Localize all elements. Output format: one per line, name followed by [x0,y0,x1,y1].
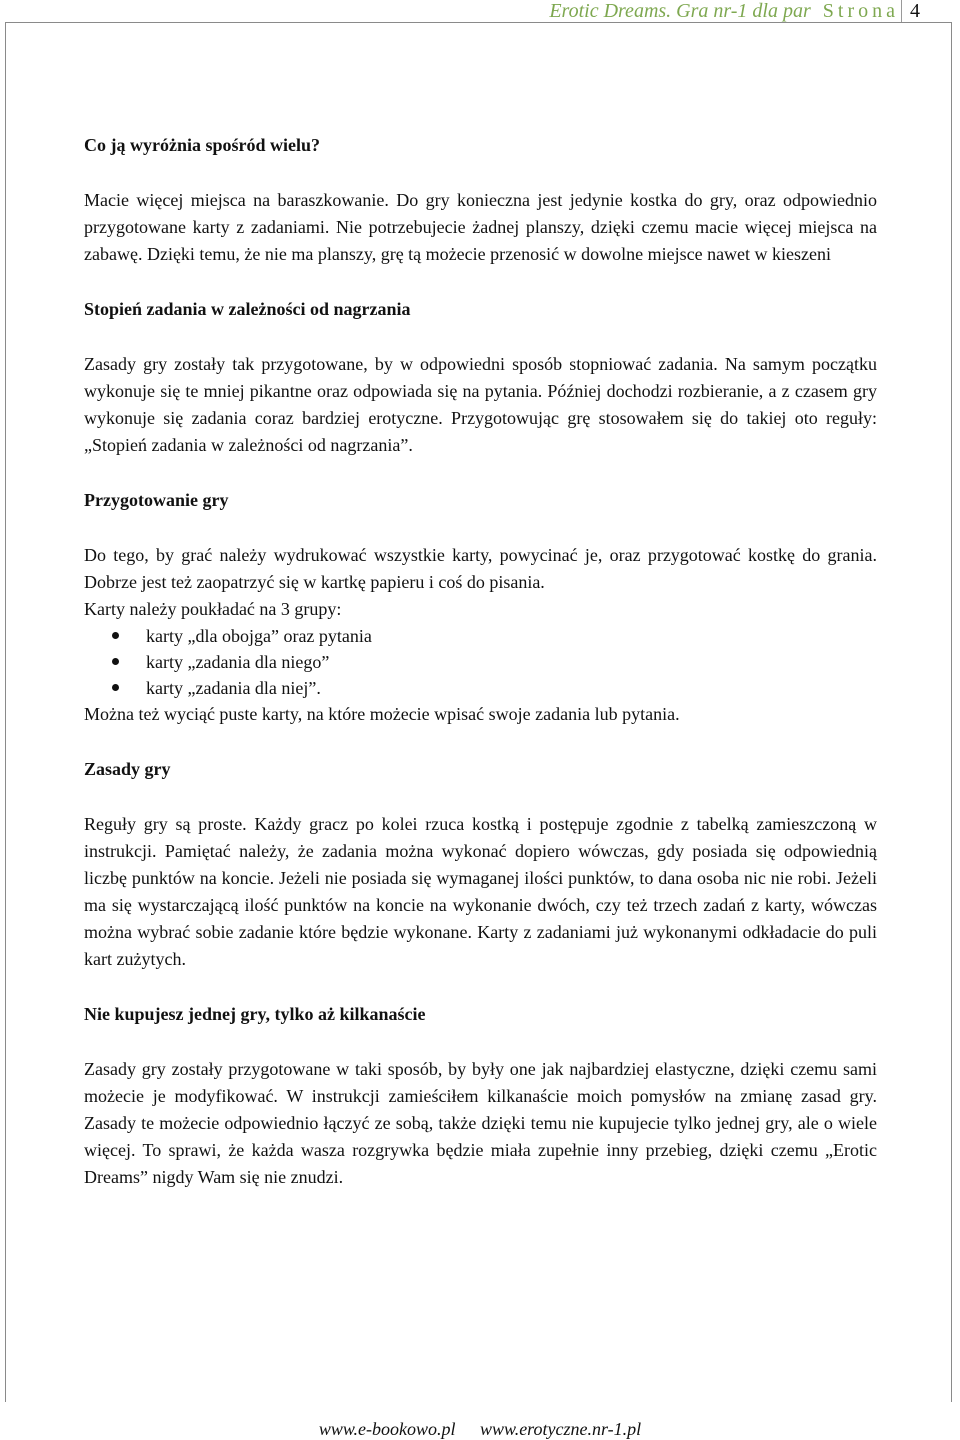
section-heading-stopien: Stopień zadania w zależności od nagrzania [84,299,411,319]
section-text-przygotowanie: Do tego, by grać należy wydrukować wszystkie karty, powycinać je, oraz przygotować kostkę do grania. Dobrze jest też zaopatrzyć się w kartkę papieru i coś do pisania. [84,545,877,592]
groups-intro: Karty należy poukładać na 3 grupy: [84,599,342,619]
groups-after-text: Można też wyciąć puste karty, na które możecie wpisać swoje zadania lub pytania. [84,704,680,724]
section-text-wyroznia: Macie więcej miejsca na baraszkowanie. Do gry konieczna jest jedynie kostka do gry, oraz odpowiednio przygotowane karty z zadaniami. Nie potrzebujecie żadnej planszy, dzięki czemu macie więcej miejsca na zabawę. Dzięki temu, że nie ma planszy, grę tą możecie przenosić w dowolne miejsce nawet w kieszeni [84,190,877,264]
section-heading-zasady: Zasady gry [84,759,171,779]
section-heading-kilkanascie: Nie kupujesz jednej gry, tylko aż kilkanaście [84,1004,426,1024]
section-heading-wyroznia: Co ją wyróżnia spośród wielu? [84,135,321,155]
section-heading-przygotowanie: Przygotowanie gry [84,490,229,510]
groups-list [84,623,877,701]
footer-link-ebookowo[interactable]: www.e-bookowo.pl [318,1419,456,1439]
section-text-stopien: Zasady gry zostały tak przygotowane, by w odpowiedni sposób stopniować zadania. Na samym początku wykonuje się te mniej pikantne oraz odpowiada się na pytania. Później dochodzi rozbieranie, a z czasem gry wykonuje się zadania coraz bardziej erotyczne. Przygotowując grę stosowałem się do takiej oto reguły: „Stopień zadania w zależności od nagrzania”. [84,354,877,455]
page-footer [0,1418,960,1440]
page-header [549,0,920,22]
page-number: 4 [910,0,920,22]
document-body [84,132,877,1219]
header-title: Erotic Dreams. Gra nr-1 dla par [549,0,811,22]
footer-link-erotyczne[interactable]: www.erotyczne.nr-1.pl [480,1419,642,1439]
list-item: karty „zadania dla niego” [84,649,877,675]
section-text-zasady: Reguły gry są proste. Każdy gracz po kolei rzuca kostką i postępuje zgodnie z tabelką zamieszczoną w instrukcji. Pamiętać należy, że zadania można wykonać dopiero wówczas, gdy posiada się odpowiednią liczbę punktów na koncie. Jeżeli nie posiada się wymaganej ilości punktów, to dana osoba nic nie robi. Jeżeli ma się wystarczającą ilość punktów na koncie na wykonanie dwóch, czy też trzech zadań z karty, wówczas można wybrać sobie zadanie które będzie wykonane. Karty z zadaniami już wykonanymi odkładacie do puli kart zużytych. [84,814,877,969]
section-text-kilkanascie: Zasady gry zostały przygotowane w taki sposób, by były one jak najbardziej elastyczne, dzięki czemu sami możecie je modyfikować. W instrukcji zamieściłem kilkanaście moich pomysłów na zmianę zasad gry. Zasady te możecie odpowiednio łączyć ze sobą, także dzięki temu nie kupujecie tylko jednej gry, ale o wiele więcej. To sprawi, że każda wasza rozgrywka będzie miała zupełnie inny przebieg, dzięki czemu „Erotic Dreams” nigdy Wam się nie znudzi. [84,1059,877,1187]
list-item: karty „zadania dla niej”. [84,675,877,701]
list-item: karty „dla obojga” oraz pytania [84,623,877,649]
header-divider [901,0,902,22]
header-strona-label: Strona [822,0,899,22]
